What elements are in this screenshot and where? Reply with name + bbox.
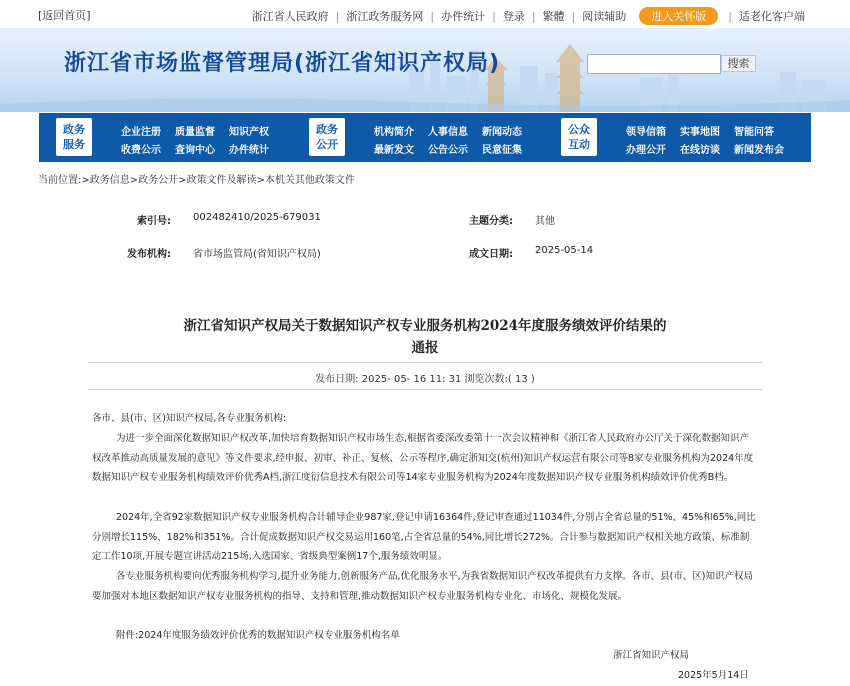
top-link-zj-service[interactable]: 浙江政务服务网 [346, 10, 424, 23]
nav-item-press-conference[interactable]: 新闻发布会 [734, 145, 784, 156]
public-interaction-icon [561, 118, 597, 156]
divider: | [728, 9, 732, 23]
attachment-line[interactable]: 附件:2024年度服务绩效评价优秀的数据知识产权专业服务机构名单 [116, 630, 400, 641]
document-title-line1: 浙江省知识产权局关于数据知识产权专业服务机构2024年度服务绩效评价结果的 [183, 318, 667, 334]
document-title-line2: 通报 [411, 340, 439, 356]
nav-item-news[interactable]: 新闻动态 [482, 127, 522, 138]
group-label-line1: 政务 [63, 123, 85, 136]
nav-item-online-interview[interactable]: 在线访谈 [680, 145, 720, 156]
top-link-zj-gov[interactable]: 浙江省人民政府 [251, 10, 329, 23]
site-title: 浙江省市场监督管理局(浙江省知识产权局) [64, 51, 501, 76]
body-paragraph-1: 为进一步全面深化数据知识产权改革,加快培育数据知识产权市场生态,根据省委深改委第十一次会议精神和《浙江省人民政府办公厅关于深化数据知识产权改革推动高质量发展的意见》等文件要求,经申报、初审、补正、复核、公示等程序,确定浙知交(杭州)知识产权运营有限公司等8家专业服务机构为2024年度数据知识产权专业服务机构绩效评价优秀A档,浙江度衍信息技术有限公司等14家专业服务机构为2024年度数据知识产权专业服务机构绩效评价优秀B档。 [92, 433, 754, 484]
group-label-line1: 政务 [316, 123, 338, 136]
nav-item-affairs-map[interactable]: 实事地图 [680, 127, 720, 138]
date-label: 成文日期: [469, 249, 513, 260]
nav-item-quality-supervision[interactable]: 质量监督 [175, 127, 215, 138]
divider [88, 389, 762, 390]
back-home-link[interactable]: [返回首页] [38, 9, 91, 22]
divider: | [531, 9, 536, 23]
top-link-case-stats[interactable]: 办件统计 [441, 10, 486, 23]
gov-open-icon [309, 118, 345, 156]
signature-date: 2025年5月14日 [678, 670, 749, 681]
nav-item-latest-docs[interactable]: 最新发文 [374, 145, 414, 156]
index-label: 索引号: [137, 216, 171, 227]
group-label-line2: 公开 [316, 138, 338, 151]
top-links [245, 7, 812, 25]
category-value: 其他 [535, 216, 555, 227]
issuer-value: 省市场监管局(省知识产权局) [193, 249, 321, 260]
top-bar [0, 0, 850, 28]
divider: | [335, 9, 340, 23]
nav-item-ip[interactable]: 知识产权 [229, 127, 269, 138]
salutation: 各市、县(市、区)知识产权局,各专业服务机构: [92, 413, 287, 424]
nav-item-org-intro[interactable]: 机构简介 [374, 127, 414, 138]
nav-item-personnel[interactable]: 人事信息 [428, 127, 468, 138]
care-mode-button[interactable]: 进入关怀版 [639, 7, 718, 25]
issuer-label: 发布机构: [127, 249, 171, 260]
nav-item-opinion-collect[interactable]: 民意征集 [482, 145, 522, 156]
divider: | [430, 9, 435, 23]
date-value: 2025-05-14 [535, 245, 594, 256]
nav-item-company-register[interactable]: 企业注册 [121, 127, 161, 138]
nav-item-fee-notice[interactable]: 收费公示 [121, 145, 161, 156]
main-nav [39, 113, 811, 162]
search-button[interactable]: 搜索 [721, 55, 756, 72]
divider: | [571, 9, 576, 23]
nav-item-leader-mailbox[interactable]: 领导信箱 [626, 127, 666, 138]
breadcrumb[interactable]: 当前位置:>政务信息>政务公开>政策文件及解读>本机关其他政策文件 [38, 175, 355, 186]
top-link-traditional[interactable]: 繁體 [542, 10, 565, 23]
nav-item-case-stats[interactable]: 办件统计 [229, 145, 269, 156]
header-banner [0, 28, 850, 112]
nav-item-smart-qa[interactable]: 智能问答 [734, 127, 774, 138]
nav-item-handling-open[interactable]: 办理公开 [626, 145, 666, 156]
nav-item-query-center[interactable]: 查询中心 [175, 145, 215, 156]
top-link-reading-aid[interactable]: 阅读辅助 [582, 10, 627, 23]
body-paragraph-2: 2024年,全省92家数据知识产权专业服务机构合计辅导企业987家,登记申请16364件,登记审查通过11034件,分别占全省总量的51%、45%和65%,同比分别增长115%、182%和351%。合计促成数据知识产权交易运用160笔,占全省总量的54%,同比增长272%。合计参与数据知识产权相关地方政策、标准制定工作10项,开展专题宣讲活动215场,入选国家、省级典型案例17个,服务绩效明显。 [92, 512, 756, 563]
signature-org: 浙江省知识产权局 [613, 650, 690, 661]
group-label-line1: 公众 [568, 123, 590, 136]
elder-client-link[interactable]: 适老化客户端 [739, 10, 805, 23]
group-label-line2: 服务 [63, 138, 85, 151]
search-input[interactable] [587, 54, 721, 74]
body-paragraph-3: 各专业服务机构要向优秀服务机构学习,提升业务能力,创新服务产品,优化服务水平,为我省数据知识产权改革提供有力支撑。各市、县(市、区)知识产权局要加强对本地区数据知识产权专业服务机构的指导、支持和管理,推动数据知识产权专业服务机构专业化、市场化、规模化发展。 [92, 571, 753, 602]
divider [88, 362, 762, 363]
category-label: 主题分类: [469, 216, 513, 227]
divider: | [492, 9, 496, 23]
gov-service-icon [56, 118, 92, 156]
index-value: 002482410/2025-679031 [193, 212, 321, 223]
group-label-line2: 互动 [568, 138, 590, 151]
top-link-login[interactable]: 登录 [502, 10, 525, 23]
nav-item-announcements[interactable]: 公告公示 [428, 145, 468, 156]
publish-info: 发布日期: 2025- 05- 16 11: 31 浏览次数:( 13 ) [315, 374, 535, 385]
